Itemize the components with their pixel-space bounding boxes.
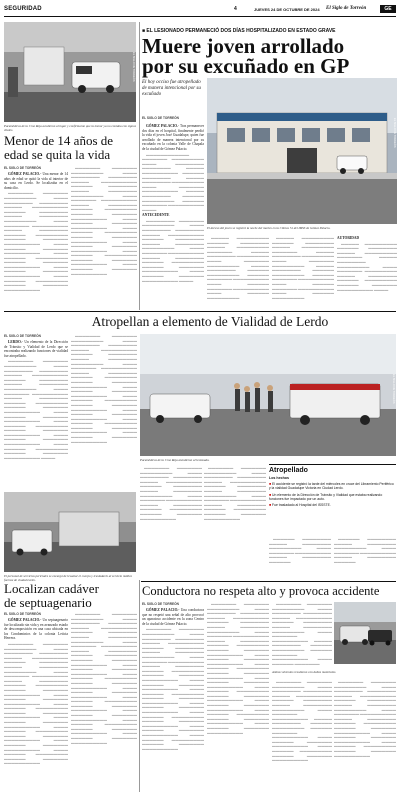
story1-headline — [142, 36, 398, 76]
filler-text: ▬▬▬▬▬ ▬▬▬▬▬▬▬▬▬ ▬▬▬▬▬▬ ▬▬▬▬▬▬▬▬ ▬▬▬▬▬ ▬▬▬▬▬▬▬▬▬ ▬▬▬▬▬▬▬ ▬▬▬▬▬ ▬▬▬▬▬▬▬▬ ▬▬▬▬▬▬▬▬▬ ▬▬▬▬ ▬▬▬▬▬▬▬ ▬▬▬▬▬▬▬▬▬ ▬▬▬▬▬ ▬▬▬▬▬▬▬▬ ▬▬▬▬▬▬ ▬▬▬▬▬▬▬▬▬ ▬▬▬▬▬▬ ▬▬▬▬▬▬▬ ▬▬▬▬▬▬▬▬▬▬ ▬▬▬▬ ▬▬▬▬▬▬ ▬▬▬▬▬▬▬ ▬▬▬▬▬▬▬▬▬▬ ▬▬▬▬ ▬▬▬▬▬▬ ▬▬▬▬▬▬▬▬▬ — [272, 236, 334, 300]
filler-text: ▬▬▬▬▬▬▬ ▬▬▬▬▬▬▬ ▬▬▬▬▬▬▬▬▬ ▬▬▬▬ ▬▬▬▬▬▬▬▬ ▬▬▬▬▬▬▬▬ ▬▬▬▬▬ ▬▬▬▬▬▬▬▬▬▬ ▬▬▬▬▬▬ ▬▬▬▬▬▬▬▬ ▬▬▬▬▬ ▬▬▬▬▬▬▬▬ ▬▬▬▬▬▬▬▬▬ ▬▬▬▬ ▬▬▬▬▬▬▬ ▬▬▬▬▬▬▬▬▬▬ ▬▬▬▬▬ ▬▬▬▬▬▬▬▬ ▬▬▬▬▬▬ ▬▬▬▬▬▬▬▬▬ ▬▬▬▬▬▬ ▬▬▬▬▬▬▬ ▬▬▬▬▬▬▬▬▬▬ — [204, 466, 266, 521]
story3-photo — [140, 334, 396, 456]
edition-code: GE — [380, 5, 396, 13]
story1-col2 — [207, 236, 269, 306]
autoridad-label: AUTORIDAD — [337, 236, 360, 240]
section-rule — [4, 311, 396, 312]
story1-col1 — [142, 124, 204, 304]
column-divider — [139, 22, 140, 310]
filler-text: ▬▬▬▬▬▬▬ ▬▬▬▬▬▬▬ ▬▬▬▬▬▬▬▬▬ ▬▬▬▬ ▬▬▬▬▬▬▬▬ ▬▬▬▬▬▬▬▬ ▬▬▬▬▬ ▬▬▬▬▬▬▬▬▬▬ ▬▬▬▬▬▬ ▬▬▬▬▬▬▬▬ ▬▬▬▬▬ ▬▬▬▬▬▬▬▬ ▬▬▬▬▬▬▬▬▬ ▬▬▬▬ ▬▬▬▬▬▬▬ ▬▬▬▬▬▬▬▬▬▬ ▬▬▬▬▬ ▬▬▬▬▬▬▬▬ ▬▬▬▬▬▬ ▬▬▬▬▬▬▬▬▬ ▬▬▬▬▬▬ ▬▬▬▬▬▬▬ ▬▬▬▬▬▬▬▬▬▬ ▬▬▬▬ ▬▬▬▬▬▬ ▬▬▬▬▬▬▬ ▬▬▬▬▬▬▬▬▬▬ ▬▬▬▬ ▬▬▬▬▬▬ ▬▬▬▬▬▬▬▬▬ ▬▬▬▬▬▬ ▬▬▬▬▬▬▬ ▬▬▬▬▬▬▬▬▬▬ ▬▬▬▬ ▬▬▬▬▬▬ ▬▬▬▬▬▬▬ ▬▬▬▬▬▬▬▬▬▬ ▬▬▬▬ ▬▬▬▬▬▬ ▬▬▬▬▬▬▬▬▬ ▬▬▬▬▬▬ ▬▬▬▬▬▬▬ ▬▬▬▬▬▬▬▬▬▬ ▬▬▬▬ ▬▬▬▬▬▬ ▬▬▬▬▬▬▬ ▬▬▬▬▬▬▬▬▬▬ ▬▬▬▬ ▬▬▬▬▬▬ ▬▬▬▬▬▬▬▬▬ ▬▬▬▬▬▬ ▬▬▬▬▬▬▬ ▬▬▬▬▬▬▬▬▬▬ — [4, 641, 68, 766]
bullet-icon: ■ — [269, 482, 272, 486]
headline-line1: Localizan cadáver — [4, 581, 99, 596]
story2-col1 — [4, 172, 68, 307]
story5-col4 — [272, 680, 332, 793]
filler-text: ▬▬▬▬▬ ▬▬▬▬▬▬▬▬▬ ▬▬▬▬▬▬ ▬▬▬▬▬▬▬▬ ▬▬▬▬▬ ▬▬▬▬▬▬▬▬▬ ▬▬▬▬▬▬▬ ▬▬▬▬▬ ▬▬▬▬▬▬▬▬ ▬▬▬▬▬▬▬▬▬ ▬▬▬▬ ▬▬▬▬▬▬▬ ▬▬▬▬▬▬▬▬▬ ▬▬▬▬▬ ▬▬▬▬▬▬▬▬ ▬▬▬▬▬▬ ▬▬▬▬▬▬▬▬▬ ▬▬▬▬▬▬ ▬▬▬▬▬▬▬ ▬▬▬▬▬▬▬▬▬▬ ▬▬▬▬ — [337, 241, 397, 292]
box-bullet — [269, 482, 396, 491]
filler-text: ▬▬▬▬▬▬▬ ▬▬▬▬▬▬▬ ▬▬▬▬▬▬▬▬▬ ▬▬▬▬ ▬▬▬▬▬▬▬▬ ▬▬▬▬▬▬▬▬ ▬▬▬▬▬ ▬▬▬▬▬▬▬▬▬▬ ▬▬▬▬▬▬ ▬▬▬▬▬▬▬▬ ▬▬▬▬▬ ▬▬▬▬▬▬▬▬ ▬▬▬▬▬▬▬▬▬ ▬▬▬▬ ▬▬▬▬▬▬▬ ▬▬▬▬▬▬▬▬▬▬ ▬▬▬▬▬ ▬▬▬▬▬▬▬▬ ▬▬▬▬▬▬ ▬▬▬▬▬▬▬▬▬ ▬▬▬▬▬▬ ▬▬▬▬▬▬▬ ▬▬▬▬▬▬▬▬▬▬ ▬▬▬▬ ▬▬▬▬▬▬ ▬▬▬▬▬▬▬ ▬▬▬▬▬▬▬▬▬▬ ▬▬▬▬ ▬▬▬▬▬▬ ▬▬▬▬▬▬▬▬▬ ▬▬▬▬▬▬ ▬▬▬▬▬▬▬ ▬▬▬▬▬▬▬▬▬▬ ▬▬▬▬ ▬▬▬▬▬▬ ▬▬▬▬▬▬▬ ▬▬▬▬▬▬▬▬▬▬ ▬▬▬▬ ▬▬▬▬▬▬ ▬▬▬▬▬▬▬▬▬ ▬▬▬▬▬▬ ▬▬▬▬▬▬▬ ▬▬▬▬▬▬▬▬▬▬ ▬▬▬▬ ▬▬▬▬▬▬ ▬▬▬▬▬▬▬ ▬▬▬▬▬▬▬▬▬▬ — [71, 334, 137, 444]
story1-col3 — [272, 236, 334, 306]
filler-text: ▬▬▬▬▬▬▬ ▬▬▬▬▬▬▬ ▬▬▬▬▬▬▬▬▬ ▬▬▬▬ ▬▬▬▬▬▬▬▬ ▬▬▬▬▬▬▬▬ ▬▬▬▬▬ ▬▬▬▬▬▬▬▬▬▬ ▬▬▬▬▬▬ ▬▬▬▬▬▬▬▬ ▬▬▬▬▬ ▬▬▬▬▬▬▬▬ ▬▬▬▬▬▬▬▬▬ ▬▬▬▬ ▬▬▬▬▬▬▬ ▬▬▬▬▬▬▬▬▬▬ ▬▬▬▬▬ ▬▬▬▬▬▬▬▬ ▬▬▬▬▬▬ ▬▬▬▬▬▬▬▬▬ ▬▬▬▬▬▬ ▬▬▬▬▬▬▬ ▬▬▬▬▬▬▬▬▬▬ ▬▬▬▬ ▬▬▬▬▬▬ ▬▬▬▬▬▬▬ — [272, 602, 332, 666]
story3-caption: Paramédicos de la Cruz Roja atendieron al lesionado. — [140, 458, 210, 462]
filler-text: ▬▬▬▬▬ ▬▬▬▬▬▬▬▬▬ ▬▬▬▬▬▬ ▬▬▬▬▬▬▬▬ ▬▬▬▬▬ ▬▬▬▬▬▬▬▬▬ ▬▬▬▬▬▬▬ ▬▬▬▬▬ ▬▬▬▬▬▬▬▬ ▬▬▬▬▬▬▬▬▬ ▬▬▬▬ ▬▬▬▬▬▬▬ ▬▬▬▬▬▬▬▬▬ ▬▬▬▬▬ ▬▬▬▬▬▬▬▬ ▬▬▬▬▬▬ ▬▬▬▬▬▬▬▬▬ ▬▬▬▬▬▬ ▬▬▬▬▬▬▬ ▬▬▬▬▬▬▬▬▬▬ ▬▬▬▬ ▬▬▬▬▬▬ ▬▬▬▬▬▬▬ ▬▬▬▬▬▬▬▬▬▬ ▬▬▬▬ ▬▬▬▬▬▬ ▬▬▬▬▬▬▬▬▬ — [207, 236, 269, 300]
story4-photo — [4, 492, 136, 572]
section-name: SEGURIDAD — [4, 6, 42, 12]
filler-text: ▬▬▬▬▬▬▬ ▬▬▬▬▬▬▬ ▬▬▬▬▬▬▬▬▬ ▬▬▬▬ ▬▬▬▬▬▬▬▬ ▬▬▬▬▬▬▬▬ ▬▬▬▬▬ ▬▬▬▬▬▬▬▬▬▬ ▬▬▬▬▬▬ ▬▬▬▬▬▬▬▬ ▬▬▬▬▬ ▬▬▬▬▬▬▬▬ ▬▬▬▬▬▬▬▬▬ ▬▬▬▬ ▬▬▬▬▬▬▬ ▬▬▬▬▬▬▬▬▬▬ ▬▬▬▬▬ ▬▬▬▬▬▬▬▬ ▬▬▬▬▬▬ ▬▬▬▬▬▬▬▬▬ ▬▬▬▬▬▬ ▬▬▬▬▬▬▬ ▬▬▬▬▬▬▬▬▬▬ ▬▬▬▬ ▬▬▬▬▬▬ ▬▬▬▬▬▬▬ ▬▬▬▬▬▬▬▬▬▬ ▬▬▬▬ ▬▬▬▬▬▬ ▬▬▬▬▬▬▬▬▬ ▬▬▬▬▬▬ ▬▬▬▬▬▬▬ ▬▬▬▬▬▬▬▬▬▬ — [272, 680, 332, 763]
story3-col6 — [334, 537, 396, 579]
bullet-icon: ■ — [269, 503, 272, 508]
brand-name: El Siglo de Torreón — [326, 6, 367, 11]
bullet-text: El accidente se registró la tarde del miércoles en cruce del Libramiento Periférico y la vialidad Guadalupe Victoria en Ciudad Lerdo. — [269, 482, 394, 491]
filler-text: ▬▬▬▬▬▬▬ ▬▬▬▬▬▬▬ ▬▬▬▬▬▬▬▬▬ ▬▬▬▬ ▬▬▬▬▬▬▬▬ ▬▬▬▬▬▬▬▬ ▬▬▬▬▬ ▬▬▬▬▬▬▬▬▬▬ ▬▬▬▬▬▬ ▬▬▬▬▬▬▬▬ ▬▬▬▬▬ ▬▬▬▬▬▬▬▬ ▬▬▬▬▬▬▬▬▬ ▬▬▬▬ ▬▬▬▬▬▬▬ ▬▬▬▬▬▬▬▬▬▬ ▬▬▬▬▬ ▬▬▬▬▬▬▬▬ ▬▬▬▬▬▬ ▬▬▬▬▬▬▬▬▬ ▬▬▬▬▬▬ ▬▬▬▬▬▬▬ ▬▬▬▬▬▬▬▬▬▬ ▬▬▬▬ ▬▬▬▬▬▬ ▬▬▬▬▬▬▬ ▬▬▬▬▬▬▬▬▬▬ ▬▬▬▬ ▬▬▬▬▬▬ ▬▬▬▬▬▬▬▬▬ ▬▬▬▬▬▬ ▬▬▬▬▬▬▬ ▬▬▬▬▬▬▬▬▬▬ ▬▬▬▬ ▬▬▬▬▬▬ ▬▬▬▬▬▬▬ ▬▬▬▬▬▬▬▬▬▬ ▬▬▬▬ ▬▬▬▬▬▬ ▬▬▬▬▬▬▬▬▬ ▬▬▬▬▬▬ ▬▬▬▬▬▬▬ ▬▬▬▬▬▬▬▬▬▬ ▬▬▬▬ ▬▬▬▬▬▬ ▬▬▬▬▬▬▬ ▬▬▬▬▬▬▬▬▬▬ ▬▬▬▬ ▬▬▬▬▬▬ ▬▬▬▬▬▬▬▬▬ ▬▬▬▬▬▬ ▬▬▬▬▬▬▬ ▬▬▬▬▬▬▬▬▬▬ ▬▬▬▬ ▬▬▬▬▬▬ ▬▬▬▬▬▬▬ ▬▬▬▬▬▬▬▬▬▬ — [71, 612, 137, 745]
filler-text: ▬▬▬▬▬▬▬ ▬▬▬▬▬▬▬ ▬▬▬▬▬▬▬▬▬ ▬▬▬▬ ▬▬▬▬▬▬▬▬ ▬▬▬▬▬▬▬▬ ▬▬▬▬▬ ▬▬▬▬▬▬▬▬▬▬ ▬▬▬▬▬▬ ▬▬▬▬▬▬▬▬ ▬▬▬▬▬ ▬▬▬▬▬▬▬▬ ▬▬▬▬▬▬▬▬▬ ▬▬▬▬ ▬▬▬▬▬▬▬ ▬▬▬▬▬▬▬▬▬▬ ▬▬▬▬▬ ▬▬▬▬▬▬▬▬ ▬▬▬▬▬▬ ▬▬▬▬▬▬▬▬▬ ▬▬▬▬▬▬ ▬▬▬▬▬▬▬ ▬▬▬▬▬▬▬▬▬▬ ▬▬▬▬ ▬▬▬▬▬▬ ▬▬▬▬▬▬▬ ▬▬▬▬▬▬▬▬▬▬ ▬▬▬▬ ▬▬▬▬▬▬ ▬▬▬▬▬▬▬▬▬ ▬▬▬▬▬▬ ▬▬▬▬▬▬▬ ▬▬▬▬▬▬▬▬▬▬ ▬▬▬▬ ▬▬▬▬▬▬ ▬▬▬▬▬▬▬ ▬▬▬▬▬▬▬▬▬▬ ▬▬▬▬ ▬▬▬▬▬▬ ▬▬▬▬▬▬▬▬▬ ▬▬▬▬▬▬ ▬▬▬▬▬▬▬ ▬▬▬▬▬▬▬▬▬▬ ▬▬▬▬ ▬▬▬▬▬▬ ▬▬▬▬▬▬▬ ▬▬▬▬▬▬▬▬▬▬ ▬▬▬▬ ▬▬▬▬▬▬ ▬▬▬▬▬▬▬▬▬ ▬▬▬▬▬▬ ▬▬▬▬▬▬▬ ▬▬▬▬▬▬▬▬▬▬ ▬▬▬▬ ▬▬▬▬▬▬ ▬▬▬▬▬▬▬ ▬▬▬▬▬▬▬▬▬▬ — [207, 602, 269, 735]
story2-photo — [4, 22, 136, 122]
headline-line1: Menor de 14 años de — [4, 133, 114, 148]
story1-dateline: GÓMEZ PALACIO.- — [146, 124, 180, 128]
story5-body: Una conductora que no respetó una señal de alto provocó un aparatoso accidente en la zona Centro de la ciudad de Gómez Palacio. — [142, 608, 205, 626]
story4-col1 — [4, 618, 68, 793]
story5-caption: Ambos vehículos resultaron con daños materiales. — [272, 670, 337, 674]
story2-col2 — [71, 166, 137, 307]
story3-col1 — [4, 340, 68, 490]
story4-byline: EL SIGLO DE TORREÓN — [4, 612, 41, 616]
headline-line2: por su excuñado en GP — [142, 54, 350, 78]
filler-text: ▬▬▬▬▬▬▬▬▬▬▬▬ ▬▬▬▬▬▬▬ ▬▬▬▬▬▬▬▬▬ ▬▬▬▬ ▬▬▬▬▬▬▬▬ ▬▬▬▬▬▬▬▬ ▬▬▬▬▬ ▬▬▬▬▬▬▬▬▬▬ ▬▬▬▬▬▬ ▬▬▬▬▬▬▬▬ ▬▬▬▬▬ ▬▬▬▬▬▬▬▬ ▬▬▬▬▬▬▬▬▬ ▬▬▬▬ ▬▬▬▬▬▬▬ ▬▬▬▬▬▬▬▬▬▬ ▬▬▬▬▬ ▬▬▬▬▬▬▬▬ ▬▬▬▬▬▬ ▬▬▬▬▬▬▬▬▬ ▬▬▬▬▬▬ ▬▬▬▬▬▬▬ ▬▬▬▬▬▬▬▬▬▬ ▬▬▬▬ — [142, 152, 204, 212]
story5-byline: EL SIGLO DE TORREÓN — [142, 602, 179, 606]
filler-text: ▬▬▬▬▬▬▬▬ ▬▬▬▬▬▬▬ ▬▬▬▬▬▬▬▬▬ ▬▬▬▬ ▬▬▬▬▬▬▬▬ ▬▬▬▬▬▬▬▬ ▬▬▬▬▬ ▬▬▬▬▬▬▬▬▬▬ ▬▬▬▬▬▬ ▬▬▬▬▬▬▬▬ ▬▬▬▬▬ ▬▬▬▬▬▬▬▬ ▬▬▬▬▬▬▬▬▬ ▬▬▬▬ ▬▬▬▬▬▬▬ ▬▬▬▬▬▬▬▬▬▬ ▬▬▬▬▬ ▬▬▬▬▬▬▬▬ ▬▬▬▬▬▬ ▬▬▬▬▬▬▬▬▬ ▬▬▬▬▬▬ ▬▬▬▬▬▬▬ ▬▬▬▬▬▬▬▬▬▬ ▬▬▬▬ ▬▬▬▬▬▬ ▬▬▬▬▬▬▬ ▬▬▬▬▬▬▬▬▬▬ ▬▬▬▬ — [142, 218, 204, 283]
photo-credit-1: EL SIGLO DE TORREÓN — [132, 52, 135, 82]
page-number: 4 — [234, 6, 237, 12]
box-subtitle: Los hechos — [269, 476, 289, 480]
story1-photo — [207, 78, 397, 224]
story5-col2 — [207, 602, 269, 793]
story1-body: Tras permanecer dos días en el hospital, finalmente perdió la vida el joven José Guadalupe, quien fue arrollado de manera intencional por su excuñado en la colonia Valle de Chapala de la ciudad de Gómez Palacio. — [142, 124, 204, 151]
story3-info-box — [269, 464, 396, 534]
story2-headline — [4, 134, 138, 162]
story3-col4 — [204, 466, 266, 521]
story3-col3 — [140, 466, 202, 521]
filler-text: ▬▬▬▬▬▬▬ ▬▬▬▬▬▬▬ ▬▬▬▬▬▬▬▬▬ ▬▬▬▬ ▬▬▬▬▬▬▬▬ ▬▬▬▬▬▬▬▬ ▬▬▬▬▬ ▬▬▬▬▬▬▬▬▬▬ ▬▬▬▬▬▬ ▬▬▬▬▬▬▬▬ ▬▬▬▬▬ ▬▬▬▬▬▬▬▬ ▬▬▬▬▬▬▬▬▬ ▬▬▬▬ ▬▬▬▬▬▬▬ ▬▬▬▬▬▬▬▬▬▬ ▬▬▬▬▬ ▬▬▬▬▬▬▬▬ ▬▬▬▬▬▬ ▬▬▬▬▬▬▬▬▬ ▬▬▬▬▬▬ ▬▬▬▬▬▬▬ ▬▬▬▬▬▬▬▬▬▬ ▬▬▬▬ ▬▬▬▬▬▬ ▬▬▬▬▬▬▬ ▬▬▬▬▬▬▬▬▬▬ ▬▬▬▬ ▬▬▬▬▬▬ ▬▬▬▬▬▬▬▬▬ ▬▬▬▬▬▬ ▬▬▬▬▬▬▬ ▬▬▬▬▬▬▬▬▬▬ ▬▬▬▬ ▬▬▬▬▬▬ ▬▬▬▬▬▬▬ ▬▬▬▬▬▬▬▬▬▬ ▬▬▬▬ ▬▬▬▬▬▬ ▬▬▬▬▬▬▬▬▬ ▬▬▬▬▬▬ ▬▬▬▬▬▬▬ ▬▬▬▬▬▬▬▬▬▬ — [4, 191, 68, 292]
filler-text: ▬▬▬▬▬▬▬ ▬▬▬▬▬▬▬ ▬▬▬▬▬▬▬▬▬ ▬▬▬▬ ▬▬▬▬▬▬▬▬ ▬▬▬▬▬▬▬▬ ▬▬▬▬▬ ▬▬▬▬▬▬▬▬▬▬ ▬▬▬▬▬▬ ▬▬▬▬▬▬▬▬ ▬▬▬▬▬ ▬▬▬▬▬▬▬▬ ▬▬▬▬▬▬▬▬▬ ▬▬▬▬ ▬▬▬▬▬▬▬ ▬▬▬▬▬▬▬▬▬▬ ▬▬▬▬▬ ▬▬▬▬▬▬▬▬ ▬▬▬▬▬▬ ▬▬▬▬▬▬▬▬▬ ▬▬▬▬▬▬ ▬▬▬▬▬▬▬ ▬▬▬▬▬▬▬▬▬▬ ▬▬▬▬ ▬▬▬▬▬▬ ▬▬▬▬▬▬▬ ▬▬▬▬▬▬▬▬▬▬ ▬▬▬▬ ▬▬▬▬▬▬ ▬▬▬▬▬▬▬▬▬ ▬▬▬▬▬▬ ▬▬▬▬▬▬▬ ▬▬▬▬▬▬▬▬▬▬ — [334, 680, 396, 758]
story5-headline: Conductora no respeta alto y provoca accidente — [142, 584, 380, 598]
story5-photo — [334, 602, 396, 664]
page-header — [4, 6, 396, 16]
filler-text: ▬▬▬▬▬▬▬ ▬▬▬▬▬▬▬ ▬▬▬▬▬▬▬▬▬ ▬▬▬▬ ▬▬▬▬▬▬▬▬ ▬▬▬▬▬▬▬▬ ▬▬▬▬▬ ▬▬▬▬▬▬▬▬▬▬ ▬▬▬▬▬▬ ▬▬▬▬▬▬▬▬ ▬▬▬▬▬ ▬▬▬▬▬▬▬▬ ▬▬▬▬▬▬▬▬▬ ▬▬▬▬ ▬▬▬▬▬▬▬ ▬▬▬▬▬▬▬▬▬▬ ▬▬▬▬▬ ▬▬▬▬▬▬▬▬ ▬▬▬▬▬▬ ▬▬▬▬▬▬▬▬▬ ▬▬▬▬▬▬ ▬▬▬▬▬▬▬ ▬▬▬▬▬▬▬▬▬▬ ▬▬▬▬ ▬▬▬▬▬▬ ▬▬▬▬▬▬▬ ▬▬▬▬▬▬▬▬▬▬ ▬▬▬▬ ▬▬▬▬▬▬ ▬▬▬▬▬▬▬▬▬ ▬▬▬▬▬▬ ▬▬▬▬▬▬▬ ▬▬▬▬▬▬▬▬▬▬ ▬▬▬▬ ▬▬▬▬▬▬ ▬▬▬▬▬▬▬ ▬▬▬▬▬▬▬▬▬▬ ▬▬▬▬ ▬▬▬▬▬▬ ▬▬▬▬▬▬▬▬▬ ▬▬▬▬▬▬ ▬▬▬▬▬▬▬ ▬▬▬▬▬▬▬▬▬▬ ▬▬▬▬ ▬▬▬▬▬▬ ▬▬▬▬▬▬▬ ▬▬▬▬▬▬▬▬▬▬ ▬▬▬▬ ▬▬▬▬▬▬ ▬▬▬▬▬▬▬▬▬ ▬▬▬▬▬▬ ▬▬▬▬▬▬▬ ▬▬▬▬▬▬▬▬▬▬ — [142, 627, 204, 751]
story3-dateline: LERDO.- — [8, 340, 23, 344]
box-title: Atropellado — [269, 467, 308, 474]
story3-body: Un elemento de la Dirección de Tránsito y Vialidad de Lerdo que se encontraba realizando funciones de vialidad fue atropellado. — [4, 340, 68, 358]
story5-dateline: GÓMEZ PALACIO.- — [146, 608, 180, 612]
headline-line1: Muere joven arrollado — [142, 34, 345, 58]
story1-caption: El deceso del joven se registró la noche del martes en la Clínica 51 del IMSS de Gómez Palacio. — [207, 226, 331, 230]
story3-col2 — [71, 334, 137, 490]
story3-byline: EL SIGLO DE TORREÓN — [4, 334, 41, 338]
story2-caption: Paramédicos de la Cruz Roja acudieron al lugar y confirmaron que la menor ya no contaba con signos vitales. — [4, 124, 136, 132]
section-rule — [141, 581, 396, 582]
bullet-text: Fue trasladado al Hospital del ISSSTE. — [272, 503, 331, 508]
bullet-text: Un elemento de la Dirección de Tránsito y Vialidad que estaba realizando funciones fue impactado por un auto. — [269, 492, 383, 501]
story3-headline: Atropellan a elemento de Vialidad de Lerdo — [91, 314, 329, 329]
story5-col5 — [334, 680, 396, 793]
story2-dateline: GÓMEZ PALACIO.- — [8, 172, 42, 176]
photo-credit-3: EL SIGLO DE TORREÓN — [392, 374, 395, 404]
story5-col3 — [272, 602, 332, 667]
filler-text: ▬▬▬▬▬▬▬ ▬▬▬▬▬▬▬ ▬▬▬▬▬▬▬▬▬ ▬▬▬▬ ▬▬▬▬▬▬▬▬ ▬▬▬▬▬▬▬▬ ▬▬▬▬▬ ▬▬▬▬▬▬▬▬▬▬ ▬▬▬▬▬▬ ▬▬▬▬▬▬▬▬ ▬▬▬▬▬ ▬▬▬▬▬▬▬▬ ▬▬▬▬▬▬▬▬▬ ▬▬▬▬ ▬▬▬▬▬▬▬ ▬▬▬▬▬▬▬▬▬▬ ▬▬▬▬▬ ▬▬▬▬▬▬▬▬ ▬▬▬▬▬▬ ▬▬▬▬▬▬▬▬▬ ▬▬▬▬▬▬ ▬▬▬▬▬▬▬ ▬▬▬▬▬▬▬▬▬▬ ▬▬▬▬ ▬▬▬▬▬▬ ▬▬▬▬▬▬▬ ▬▬▬▬▬▬▬▬▬▬ ▬▬▬▬ ▬▬▬▬▬▬ ▬▬▬▬▬▬▬▬▬ ▬▬▬▬▬▬ ▬▬▬▬▬▬▬ ▬▬▬▬▬▬▬▬▬▬ ▬▬▬▬ ▬▬▬▬▬▬ ▬▬▬▬▬▬▬ ▬▬▬▬▬▬▬▬▬▬ ▬▬▬▬ ▬▬▬▬▬▬ ▬▬▬▬▬▬▬▬▬ ▬▬▬▬▬▬ ▬▬▬▬▬▬▬ ▬▬▬▬▬▬▬▬▬▬ ▬▬▬▬ — [4, 359, 68, 460]
story2-byline: EL SIGLO DE TORREÓN — [4, 166, 41, 170]
story3-col5 — [269, 537, 331, 579]
filler-text: ▬▬▬▬▬▬ ▬▬▬▬▬▬▬▬ ▬▬▬▬▬ ▬▬▬▬▬▬▬▬ ▬▬▬▬▬▬▬▬▬ ▬▬▬▬ ▬▬▬▬▬▬▬ ▬▬▬▬▬▬▬▬▬▬ ▬▬▬▬▬ ▬▬▬▬▬▬▬▬ ▬▬▬▬▬▬ — [334, 537, 396, 564]
story4-caption: El personal de servicios periciales se encargó de levantar el cuerpo y trasladarlo al servicio médico forense de ciudad Lerdo. — [4, 574, 133, 582]
box-bullet — [269, 503, 396, 507]
photo-credit-2: EL SIGLO DE TORREÓN — [393, 118, 396, 148]
story1-byline: EL SIGLO DE TORREÓN — [142, 116, 179, 120]
bullet-icon: ■ — [269, 492, 272, 497]
header-rule — [4, 16, 396, 17]
box-bullet — [269, 493, 396, 502]
kicker-text: EL LESIONADO PERMANECIÓ DOS DÍAS HOSPITALIZADO EN ESTADO GRAVE — [146, 28, 336, 34]
story4-body: Un septuagenario fue localizado sin vida y en avanzado estado de descomposición en una casa ubicada en los Condominios de la colonia Leticia Herrera. — [4, 618, 69, 641]
headline-line2: de septuagenario — [4, 595, 92, 610]
kicker-bullet-icon: ■ — [142, 28, 147, 34]
header-date: JUEVES 24 DE OCTUBRE DE 2024 — [254, 7, 320, 12]
story4-col2 — [71, 612, 137, 793]
story4-headline — [4, 582, 138, 610]
filler-text: ▬▬▬▬▬▬▬ ▬▬▬▬▬▬▬ ▬▬▬▬▬▬▬▬▬ ▬▬▬▬ ▬▬▬▬▬▬▬▬ ▬▬▬▬▬▬▬▬ ▬▬▬▬▬ ▬▬▬▬▬▬▬▬▬▬ ▬▬▬▬▬▬ ▬▬▬▬▬▬▬▬ ▬▬▬▬▬ ▬▬▬▬▬▬▬▬ ▬▬▬▬▬▬▬▬▬ ▬▬▬▬ ▬▬▬▬▬▬▬ ▬▬▬▬▬▬▬▬▬▬ ▬▬▬▬▬ ▬▬▬▬▬▬▬▬ ▬▬▬▬▬▬ ▬▬▬▬▬▬▬▬▬ ▬▬▬▬▬▬ ▬▬▬▬▬▬▬ ▬▬▬▬▬▬▬▬▬▬ ▬▬▬▬ ▬▬▬▬▬▬ ▬▬▬▬▬▬▬ ▬▬▬▬▬▬▬▬▬▬ ▬▬▬▬ ▬▬▬▬▬▬ ▬▬▬▬▬▬▬▬▬ ▬▬▬▬▬▬ ▬▬▬▬▬▬▬ ▬▬▬▬▬▬▬▬▬▬ ▬▬▬▬ ▬▬▬▬▬▬ ▬▬▬▬▬▬▬ ▬▬▬▬▬▬▬▬▬▬ ▬▬▬▬ ▬▬▬▬▬▬ ▬▬▬▬▬▬▬▬▬ ▬▬▬▬▬▬ ▬▬▬▬▬▬▬ ▬▬▬▬▬▬▬▬▬▬ ▬▬▬▬ ▬▬▬▬▬▬ ▬▬▬▬▬▬▬ ▬▬▬▬▬▬▬▬▬▬ — [71, 166, 137, 276]
filler-text: ▬▬▬▬▬▬ ▬▬▬▬▬▬▬▬ ▬▬▬▬▬ ▬▬▬▬▬▬▬▬ ▬▬▬▬▬▬▬▬▬ ▬▬▬▬ ▬▬▬▬▬▬▬ ▬▬▬▬▬▬▬▬▬▬ ▬▬▬▬▬ ▬▬▬▬▬▬▬▬ ▬▬▬▬▬▬ — [269, 537, 331, 564]
deck-text: El hoy occiso fue atropellado de manera intencional por su excuñado — [142, 80, 201, 97]
column-divider — [139, 580, 140, 792]
filler-text: ▬▬▬▬▬▬▬ ▬▬▬▬▬▬▬ ▬▬▬▬▬▬▬▬▬ ▬▬▬▬ ▬▬▬▬▬▬▬▬ ▬▬▬▬▬▬▬▬ ▬▬▬▬▬ ▬▬▬▬▬▬▬▬▬▬ ▬▬▬▬▬▬ ▬▬▬▬▬▬▬▬ ▬▬▬▬▬ ▬▬▬▬▬▬▬▬ ▬▬▬▬▬▬▬▬▬ ▬▬▬▬ ▬▬▬▬▬▬▬ ▬▬▬▬▬▬▬▬▬▬ ▬▬▬▬▬ ▬▬▬▬▬▬▬▬ ▬▬▬▬▬▬ ▬▬▬▬▬▬▬▬▬ ▬▬▬▬▬▬ ▬▬▬▬▬▬▬ ▬▬▬▬▬▬▬▬▬▬ — [140, 466, 202, 521]
antecedente-label: ANTECEDENTE — [142, 213, 170, 218]
story1-col4 — [337, 236, 397, 306]
story4-dateline: GÓMEZ PALACIO.- — [8, 618, 42, 622]
headline-line2: edad se quita la vida — [4, 147, 111, 162]
story5-col1 — [142, 608, 204, 793]
story2-body: Una menor de 14 años de edad se quitó la vida al interior de su casa en Lerdo. Se localizaba en el domicilio. — [4, 172, 68, 190]
story1-deck — [142, 80, 204, 98]
